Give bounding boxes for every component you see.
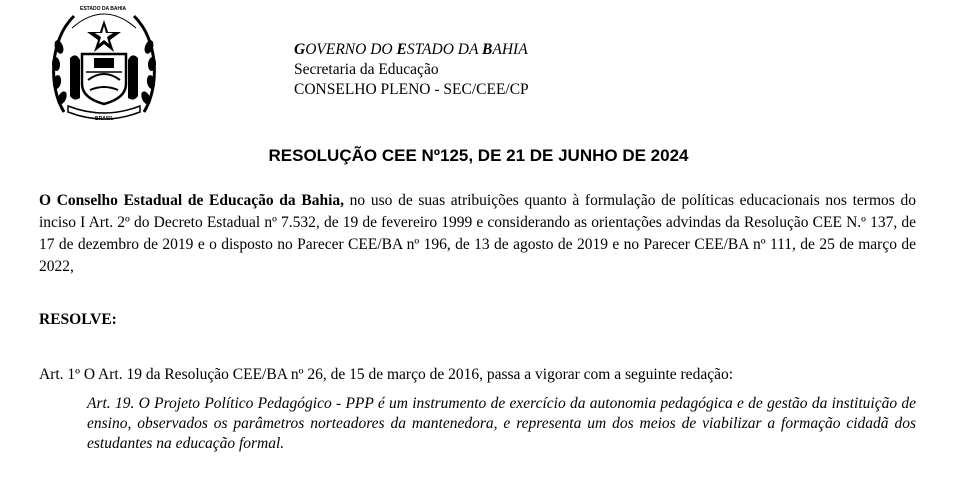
government-title: GOVERNO DO ESTADO DA BAHIA [294,41,528,58]
intro-paragraph [39,190,916,278]
coat-of-arms-seal [50,2,158,124]
resolution-title: RESOLUÇÃO CEE Nº125, DE 21 DE JUNHO DE 2024 [268,146,689,165]
council-name: CONSELHO PLENO - SEC/CEE/CP [294,81,529,98]
intro-text: no uso de suas atribuições quanto à formulação de políticas educacionais nos termos do inciso I Art. 2º do Decreto Estadual nº 7.532, de 19 de fevereiro 1999 e considerando as orientações advindas da Resolução CEE N.º 137, de 17 de dezembro de 2019 e o disposto no Parecer CEE/BA nº 196, de 13 de agosto de 2019 e no Parecer CEE/BA nº 111, de 25 de março de 2022, [39,192,916,275]
document-header [294,40,529,100]
bahia-seal-icon [50,2,158,124]
article-19-quote: Art. 19. O Projeto Político Pedagógico - PPP é um instrumento de exercício da autonomia pedagógica e de gestão da instituição de ensino, observados os parâmetros norteadores da mantenedora, e representa um dos meios de viabilizar a formação cidadã dos estudantes na educação formal. [87,395,916,452]
seal-top-text: ESTADO DA BAHIA [80,6,127,12]
seal-bottom-text: BRASIL [95,116,114,122]
resolve-heading: RESOLVE: [39,311,117,328]
article-1: Art. 1º O Art. 19 da Resolução CEE/BA nº 26, de 15 de março de 2016, passa a vigorar com a seguinte redação: [39,366,734,383]
secretariat-name: Secretaria da Educação [294,61,439,78]
council-bold-name: O Conselho Estadual de Educação da Bahia, [39,192,344,209]
